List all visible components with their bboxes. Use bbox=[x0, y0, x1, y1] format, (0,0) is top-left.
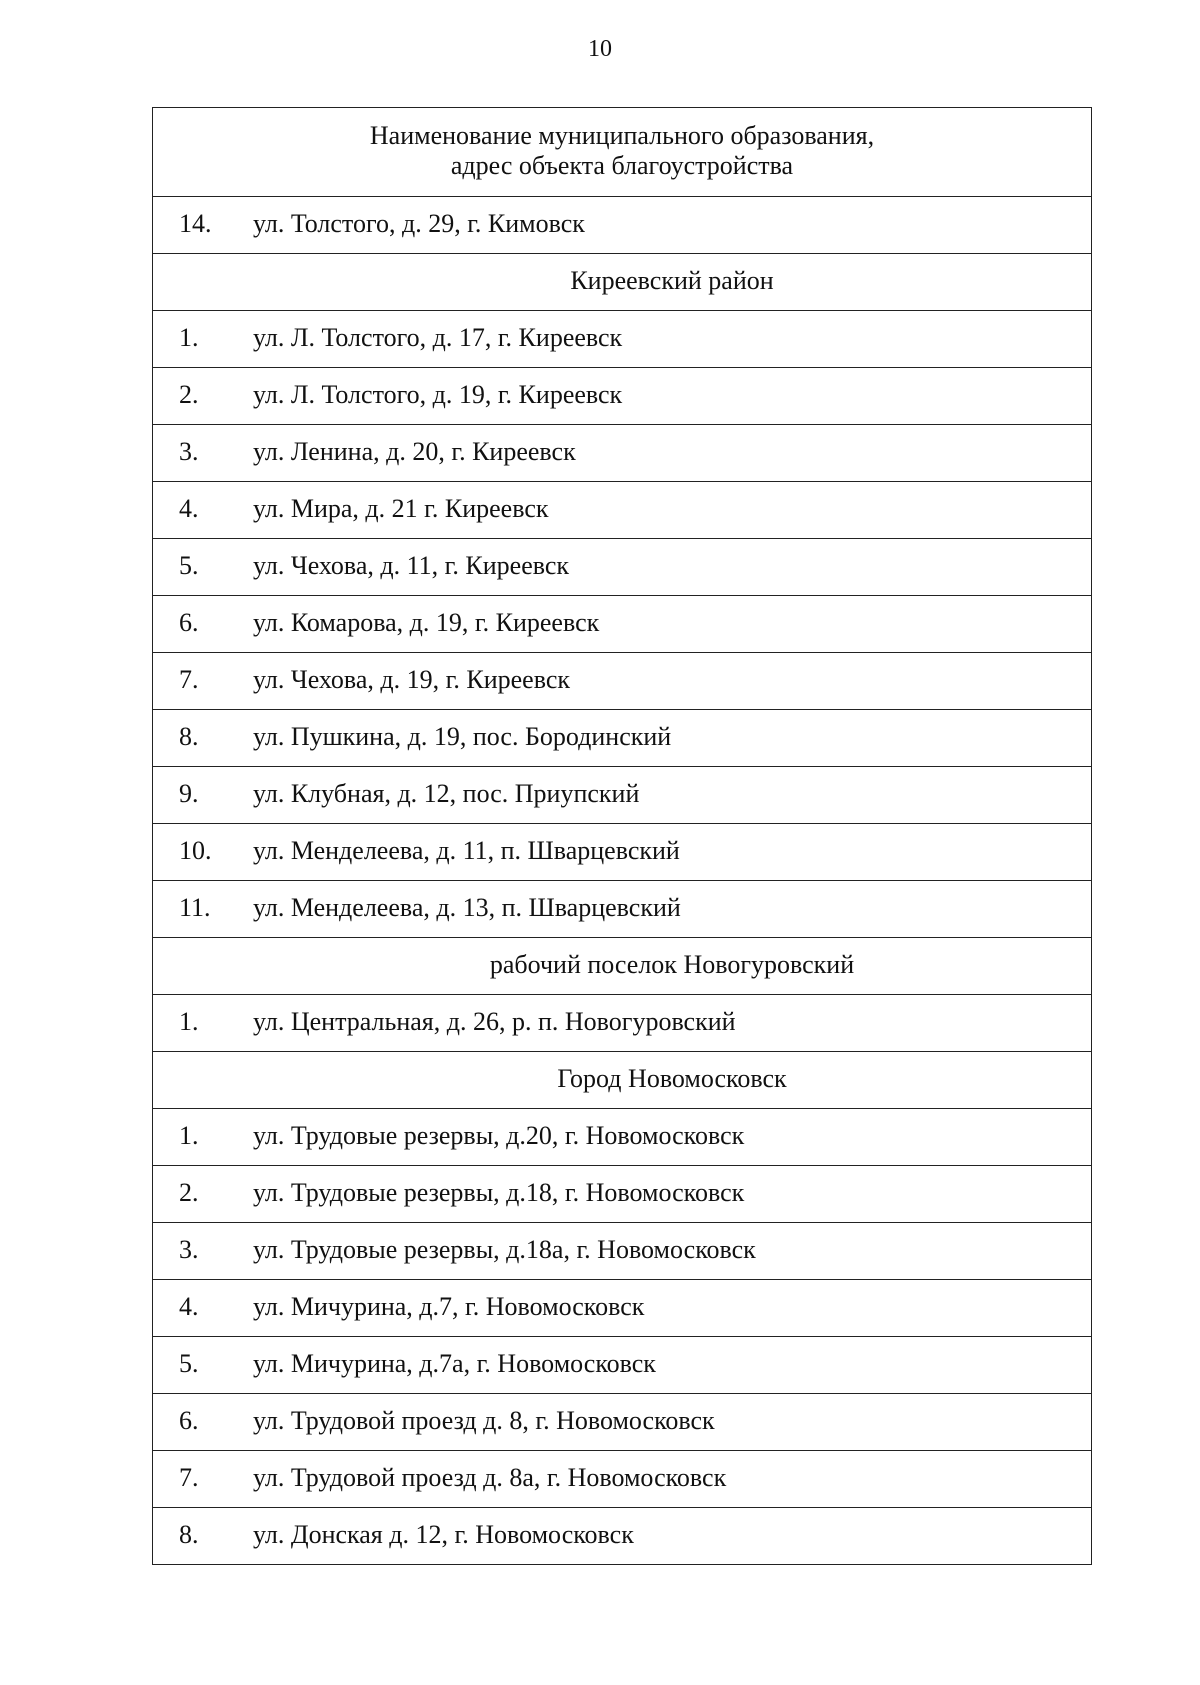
row-address: ул. Ленина, д. 20, г. Киреевск bbox=[253, 437, 576, 466]
row-number: 7. bbox=[179, 665, 199, 694]
table-row bbox=[153, 367, 1091, 424]
table-row bbox=[153, 1108, 1091, 1165]
row-number: 11. bbox=[179, 893, 211, 922]
row-address: ул. Л. Толстого, д. 19, г. Киреевск bbox=[253, 380, 623, 409]
section-row bbox=[153, 253, 1091, 310]
header-line-1: Наименование муниципального образования, bbox=[369, 121, 875, 150]
header-line-2: адрес объекта благоустройства bbox=[450, 151, 794, 180]
row-number: 2. bbox=[179, 380, 199, 409]
row-address: ул. Чехова, д. 19, г. Киреевск bbox=[253, 665, 571, 694]
row-address: ул. Чехова, д. 11, г. Киреевск bbox=[253, 551, 570, 580]
row-number: 14. bbox=[179, 209, 212, 238]
table-row bbox=[153, 595, 1091, 652]
row-number: 6. bbox=[179, 1406, 199, 1435]
row-address: ул. Трудовые резервы, д.18а, г. Новомосковск bbox=[253, 1235, 756, 1264]
table-row bbox=[153, 481, 1091, 538]
row-number: 10. bbox=[179, 836, 212, 865]
row-number: 5. bbox=[179, 551, 199, 580]
row-number: 8. bbox=[179, 722, 199, 751]
row-number: 4. bbox=[179, 494, 199, 523]
table-row bbox=[153, 1450, 1091, 1507]
row-address: ул. Центральная, д. 26, р. п. Новогуровский bbox=[253, 1007, 736, 1036]
row-number: 3. bbox=[179, 437, 199, 466]
row-address: ул. Трудовые резервы, д.20, г. Новомосковск bbox=[253, 1121, 745, 1150]
row-number: 8. bbox=[179, 1520, 199, 1549]
row-address: ул. Комарова, д. 19, г. Киреевск bbox=[253, 608, 600, 637]
row-address: ул. Пушкина, д. 19, пос. Бородинский bbox=[253, 722, 672, 751]
table-row bbox=[153, 1279, 1091, 1336]
address-table bbox=[152, 107, 1092, 1565]
row-address: ул. Менделеева, д. 11, п. Шварцевский bbox=[253, 836, 680, 865]
table-row bbox=[153, 1507, 1091, 1564]
row-address: ул. Трудовой проезд д. 8а, г. Новомосковск bbox=[253, 1463, 727, 1492]
section-row bbox=[153, 937, 1091, 994]
row-number: 6. bbox=[179, 608, 199, 637]
row-number: 1. bbox=[179, 323, 199, 352]
page-number: 10 bbox=[588, 36, 612, 62]
row-address: ул. Менделеева, д. 13, п. Шварцевский bbox=[253, 893, 681, 922]
row-address: ул. Мичурина, д.7а, г. Новомосковск bbox=[253, 1349, 656, 1378]
table-row bbox=[153, 1165, 1091, 1222]
row-address: ул. Трудовые резервы, д.18, г. Новомосковск bbox=[253, 1178, 745, 1207]
table-row bbox=[153, 709, 1091, 766]
table-row bbox=[153, 1336, 1091, 1393]
row-address: ул. Л. Толстого, д. 17, г. Киреевск bbox=[253, 323, 623, 352]
row-number: 5. bbox=[179, 1349, 199, 1378]
section-label: Киреевский район bbox=[570, 266, 774, 295]
row-address: ул. Мичурина, д.7, г. Новомосковск bbox=[253, 1292, 645, 1321]
table-row bbox=[153, 424, 1091, 481]
table-row bbox=[153, 766, 1091, 823]
section-row bbox=[153, 1051, 1091, 1108]
row-number: 4. bbox=[179, 1292, 199, 1321]
table-row bbox=[153, 196, 1091, 253]
table-row bbox=[153, 310, 1091, 367]
row-number: 1. bbox=[179, 1121, 199, 1150]
table-row bbox=[153, 652, 1091, 709]
row-address: ул. Толстого, д. 29, г. Кимовск bbox=[253, 209, 585, 238]
section-label: Город Новомосковск bbox=[557, 1064, 787, 1093]
row-number: 1. bbox=[179, 1007, 199, 1036]
table-row bbox=[153, 994, 1091, 1051]
table-row bbox=[153, 1393, 1091, 1450]
row-number: 3. bbox=[179, 1235, 199, 1264]
row-number: 9. bbox=[179, 779, 199, 808]
table-row bbox=[153, 1222, 1091, 1279]
table-row bbox=[153, 880, 1091, 937]
row-number: 7. bbox=[179, 1463, 199, 1492]
row-address: ул. Донская д. 12, г. Новомосковск bbox=[253, 1520, 634, 1549]
row-address: ул. Трудовой проезд д. 8, г. Новомосковск bbox=[253, 1406, 715, 1435]
table-row bbox=[153, 823, 1091, 880]
table-header-row bbox=[153, 108, 1091, 196]
row-address: ул. Клубная, д. 12, пос. Приупский bbox=[253, 779, 640, 808]
row-number: 2. bbox=[179, 1178, 199, 1207]
section-label: рабочий поселок Новогуровский bbox=[489, 950, 855, 979]
table-row bbox=[153, 538, 1091, 595]
row-address: ул. Мира, д. 21 г. Киреевск bbox=[253, 494, 549, 523]
